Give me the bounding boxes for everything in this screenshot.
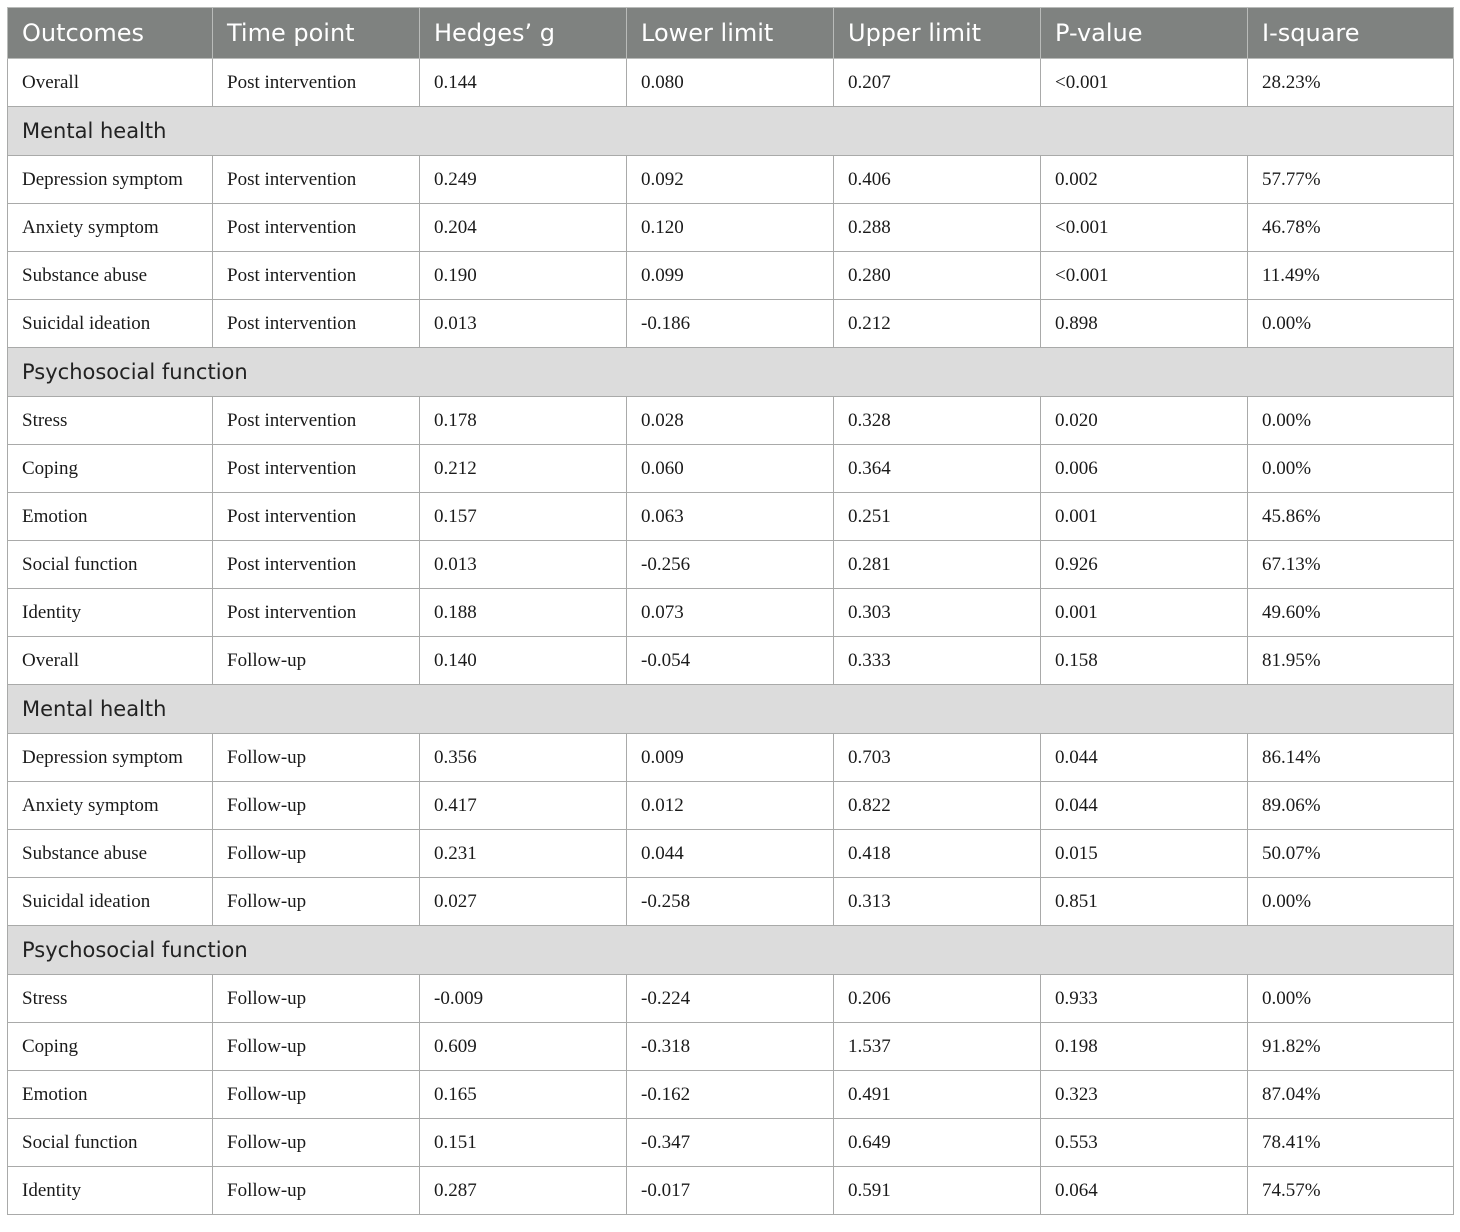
p-value-cell: <0.001 [1041, 252, 1248, 300]
section-header-row [8, 685, 1454, 734]
lower-limit-cell: 0.120 [627, 204, 834, 252]
p-value-cell: 0.926 [1041, 541, 1248, 589]
upper-limit-cell: 0.822 [834, 782, 1041, 830]
outcome-cell: Identity [8, 589, 213, 637]
hedges-g-cell: 0.178 [420, 397, 627, 445]
upper-limit-cell: 0.251 [834, 493, 1041, 541]
column-header-lower-limit: Lower limit [627, 8, 834, 59]
lower-limit-cell: 0.060 [627, 445, 834, 493]
p-value-cell: <0.001 [1041, 204, 1248, 252]
time-point-cell: Post intervention [213, 204, 420, 252]
lower-limit-cell: 0.073 [627, 589, 834, 637]
table-row [8, 541, 1454, 589]
lower-limit-cell: 0.028 [627, 397, 834, 445]
outcome-cell: Social function [8, 541, 213, 589]
table-row [8, 878, 1454, 926]
lower-limit-cell: 0.080 [627, 59, 834, 107]
upper-limit-cell: 1.537 [834, 1023, 1041, 1071]
time-point-cell: Follow-up [213, 1119, 420, 1167]
hedges-g-cell: 0.140 [420, 637, 627, 685]
outcome-cell: Coping [8, 1023, 213, 1071]
upper-limit-cell: 0.491 [834, 1071, 1041, 1119]
table-row [8, 445, 1454, 493]
upper-limit-cell: 0.313 [834, 878, 1041, 926]
table-row [8, 1167, 1454, 1215]
upper-limit-cell: 0.649 [834, 1119, 1041, 1167]
i-square-cell: 57.77% [1248, 156, 1454, 204]
upper-limit-cell: 0.703 [834, 734, 1041, 782]
upper-limit-cell: 0.333 [834, 637, 1041, 685]
time-point-cell: Follow-up [213, 1071, 420, 1119]
lower-limit-cell: -0.186 [627, 300, 834, 348]
p-value-cell: 0.198 [1041, 1023, 1248, 1071]
i-square-cell: 74.57% [1248, 1167, 1454, 1215]
upper-limit-cell: 0.288 [834, 204, 1041, 252]
i-square-cell: 46.78% [1248, 204, 1454, 252]
lower-limit-cell: -0.258 [627, 878, 834, 926]
table-row [8, 1119, 1454, 1167]
hedges-g-cell: 0.609 [420, 1023, 627, 1071]
table-row [8, 204, 1454, 252]
table-row [8, 975, 1454, 1023]
outcome-cell: Depression symptom [8, 734, 213, 782]
time-point-cell: Follow-up [213, 782, 420, 830]
i-square-cell: 0.00% [1248, 397, 1454, 445]
time-point-cell: Post intervention [213, 252, 420, 300]
table-body [8, 59, 1454, 1215]
table-row [8, 493, 1454, 541]
p-value-cell: 0.020 [1041, 397, 1248, 445]
section-label: Mental health [8, 685, 1454, 734]
hedges-g-cell: 0.165 [420, 1071, 627, 1119]
time-point-cell: Follow-up [213, 637, 420, 685]
table-row [8, 830, 1454, 878]
time-point-cell: Follow-up [213, 734, 420, 782]
outcome-cell: Stress [8, 397, 213, 445]
outcome-cell: Coping [8, 445, 213, 493]
meta-analysis-results-table [7, 7, 1454, 1215]
i-square-cell: 0.00% [1248, 300, 1454, 348]
lower-limit-cell: -0.162 [627, 1071, 834, 1119]
section-label: Psychosocial function [8, 348, 1454, 397]
outcome-cell: Overall [8, 637, 213, 685]
lower-limit-cell: -0.017 [627, 1167, 834, 1215]
column-header-time-point: Time point [213, 8, 420, 59]
time-point-cell: Post intervention [213, 445, 420, 493]
hedges-g-cell: 0.356 [420, 734, 627, 782]
i-square-cell: 49.60% [1248, 589, 1454, 637]
p-value-cell: 0.044 [1041, 734, 1248, 782]
outcome-cell: Identity [8, 1167, 213, 1215]
column-header-upper-limit: Upper limit [834, 8, 1041, 59]
hedges-g-cell: 0.188 [420, 589, 627, 637]
upper-limit-cell: 0.591 [834, 1167, 1041, 1215]
column-header-hedges-g: Hedges’ g [420, 8, 627, 59]
table-row [8, 1023, 1454, 1071]
lower-limit-cell: 0.063 [627, 493, 834, 541]
lower-limit-cell: 0.012 [627, 782, 834, 830]
hedges-g-cell: -0.009 [420, 975, 627, 1023]
column-header-outcomes: Outcomes [8, 8, 213, 59]
p-value-cell: 0.001 [1041, 493, 1248, 541]
outcome-cell: Suicidal ideation [8, 878, 213, 926]
header-row [8, 8, 1454, 59]
lower-limit-cell: 0.099 [627, 252, 834, 300]
i-square-cell: 28.23% [1248, 59, 1454, 107]
i-square-cell: 0.00% [1248, 878, 1454, 926]
p-value-cell: <0.001 [1041, 59, 1248, 107]
lower-limit-cell: -0.256 [627, 541, 834, 589]
upper-limit-cell: 0.212 [834, 300, 1041, 348]
lower-limit-cell: -0.054 [627, 637, 834, 685]
upper-limit-cell: 0.364 [834, 445, 1041, 493]
hedges-g-cell: 0.190 [420, 252, 627, 300]
outcome-cell: Overall [8, 59, 213, 107]
hedges-g-cell: 0.212 [420, 445, 627, 493]
section-label: Mental health [8, 107, 1454, 156]
upper-limit-cell: 0.207 [834, 59, 1041, 107]
time-point-cell: Post intervention [213, 397, 420, 445]
results-table-container [7, 7, 1453, 1215]
upper-limit-cell: 0.406 [834, 156, 1041, 204]
p-value-cell: 0.064 [1041, 1167, 1248, 1215]
i-square-cell: 89.06% [1248, 782, 1454, 830]
lower-limit-cell: 0.092 [627, 156, 834, 204]
i-square-cell: 50.07% [1248, 830, 1454, 878]
hedges-g-cell: 0.287 [420, 1167, 627, 1215]
table-row [8, 300, 1454, 348]
i-square-cell: 67.13% [1248, 541, 1454, 589]
hedges-g-cell: 0.249 [420, 156, 627, 204]
lower-limit-cell: -0.347 [627, 1119, 834, 1167]
time-point-cell: Follow-up [213, 878, 420, 926]
hedges-g-cell: 0.157 [420, 493, 627, 541]
p-value-cell: 0.015 [1041, 830, 1248, 878]
upper-limit-cell: 0.328 [834, 397, 1041, 445]
p-value-cell: 0.851 [1041, 878, 1248, 926]
i-square-cell: 0.00% [1248, 445, 1454, 493]
lower-limit-cell: -0.318 [627, 1023, 834, 1071]
i-square-cell: 86.14% [1248, 734, 1454, 782]
table-header [8, 8, 1454, 59]
time-point-cell: Follow-up [213, 1023, 420, 1071]
i-square-cell: 45.86% [1248, 493, 1454, 541]
table-row [8, 589, 1454, 637]
p-value-cell: 0.898 [1041, 300, 1248, 348]
upper-limit-cell: 0.206 [834, 975, 1041, 1023]
lower-limit-cell: -0.224 [627, 975, 834, 1023]
time-point-cell: Follow-up [213, 830, 420, 878]
hedges-g-cell: 0.231 [420, 830, 627, 878]
outcome-cell: Stress [8, 975, 213, 1023]
section-label: Psychosocial function [8, 926, 1454, 975]
p-value-cell: 0.158 [1041, 637, 1248, 685]
table-row [8, 59, 1454, 107]
p-value-cell: 0.323 [1041, 1071, 1248, 1119]
time-point-cell: Post intervention [213, 300, 420, 348]
time-point-cell: Post intervention [213, 541, 420, 589]
table-row [8, 156, 1454, 204]
time-point-cell: Post intervention [213, 493, 420, 541]
time-point-cell: Follow-up [213, 1167, 420, 1215]
i-square-cell: 91.82% [1248, 1023, 1454, 1071]
section-header-row [8, 107, 1454, 156]
p-value-cell: 0.553 [1041, 1119, 1248, 1167]
table-row [8, 252, 1454, 300]
p-value-cell: 0.002 [1041, 156, 1248, 204]
upper-limit-cell: 0.418 [834, 830, 1041, 878]
upper-limit-cell: 0.280 [834, 252, 1041, 300]
outcome-cell: Emotion [8, 493, 213, 541]
outcome-cell: Anxiety symptom [8, 204, 213, 252]
column-header-p-value: P-value [1041, 8, 1248, 59]
hedges-g-cell: 0.144 [420, 59, 627, 107]
hedges-g-cell: 0.013 [420, 541, 627, 589]
table-row [8, 637, 1454, 685]
i-square-cell: 78.41% [1248, 1119, 1454, 1167]
outcome-cell: Social function [8, 1119, 213, 1167]
section-header-row [8, 348, 1454, 397]
i-square-cell: 87.04% [1248, 1071, 1454, 1119]
time-point-cell: Follow-up [213, 975, 420, 1023]
table-row [8, 782, 1454, 830]
hedges-g-cell: 0.417 [420, 782, 627, 830]
upper-limit-cell: 0.303 [834, 589, 1041, 637]
section-header-row [8, 926, 1454, 975]
i-square-cell: 81.95% [1248, 637, 1454, 685]
lower-limit-cell: 0.044 [627, 830, 834, 878]
p-value-cell: 0.001 [1041, 589, 1248, 637]
p-value-cell: 0.044 [1041, 782, 1248, 830]
outcome-cell: Substance abuse [8, 830, 213, 878]
outcome-cell: Anxiety symptom [8, 782, 213, 830]
upper-limit-cell: 0.281 [834, 541, 1041, 589]
p-value-cell: 0.933 [1041, 975, 1248, 1023]
lower-limit-cell: 0.009 [627, 734, 834, 782]
table-row [8, 1071, 1454, 1119]
hedges-g-cell: 0.027 [420, 878, 627, 926]
time-point-cell: Post intervention [213, 59, 420, 107]
hedges-g-cell: 0.204 [420, 204, 627, 252]
hedges-g-cell: 0.013 [420, 300, 627, 348]
column-header-i-square: I-square [1248, 8, 1454, 59]
outcome-cell: Suicidal ideation [8, 300, 213, 348]
outcome-cell: Emotion [8, 1071, 213, 1119]
table-row [8, 734, 1454, 782]
hedges-g-cell: 0.151 [420, 1119, 627, 1167]
i-square-cell: 0.00% [1248, 975, 1454, 1023]
i-square-cell: 11.49% [1248, 252, 1454, 300]
outcome-cell: Depression symptom [8, 156, 213, 204]
time-point-cell: Post intervention [213, 156, 420, 204]
time-point-cell: Post intervention [213, 589, 420, 637]
table-row [8, 397, 1454, 445]
outcome-cell: Substance abuse [8, 252, 213, 300]
p-value-cell: 0.006 [1041, 445, 1248, 493]
